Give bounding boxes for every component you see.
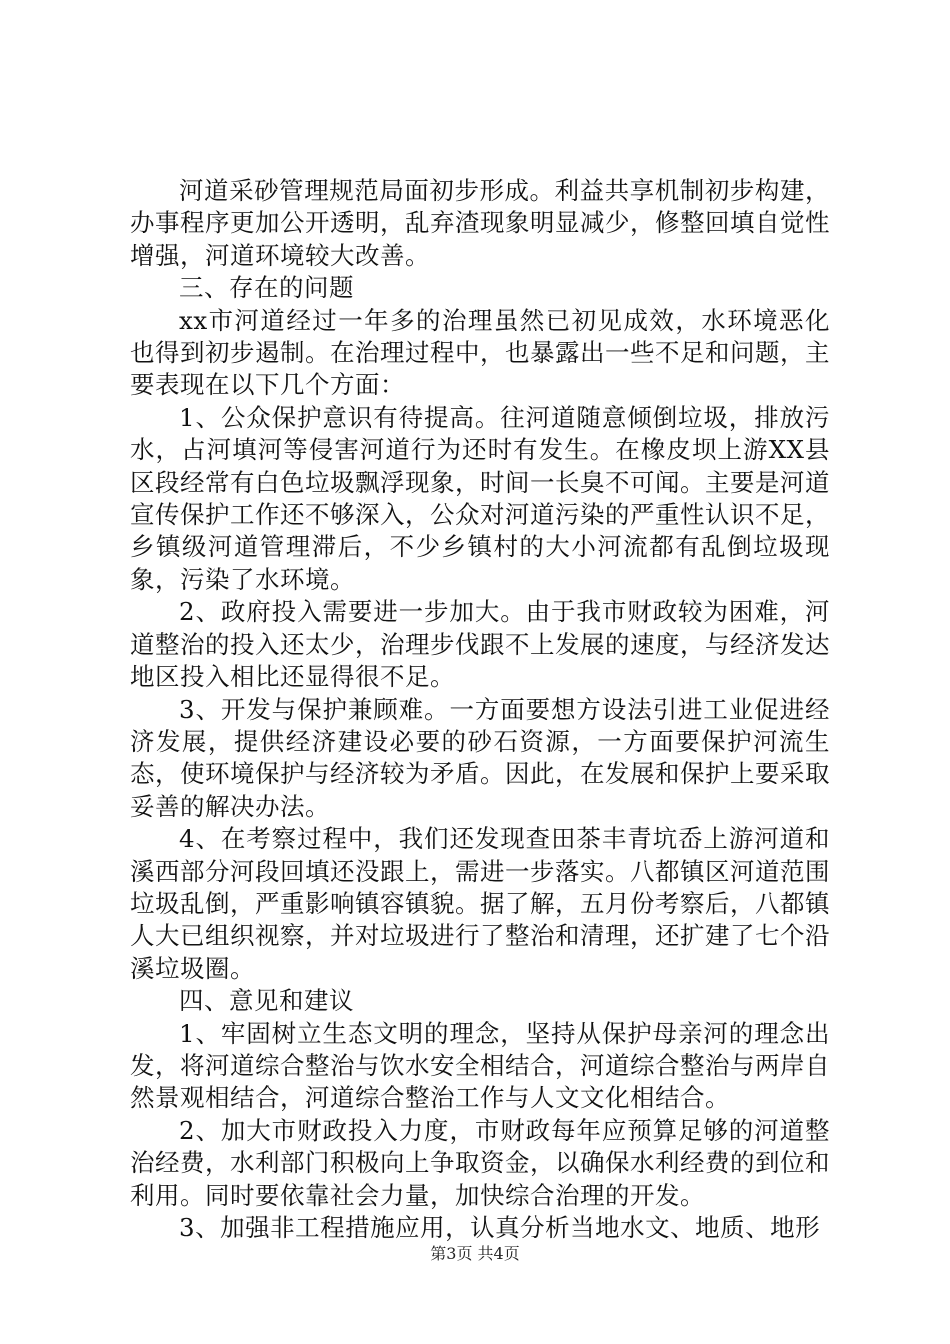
paragraph-sand-mining: 河道采砂管理规范局面初步形成。利益共享机制初步构建，办事程序更加公开透明，乱弃渣现象明显减少，修整回填自觉性增强，河道环境较大改善。 bbox=[130, 176, 830, 270]
paragraph-problems-intro: xx市河道经过一年多的治理虽然已初见成效，水环境恶化也得到初步遏制。在治理过程中，也暴露出一些不足和问题，主要表现在以下几个方面： bbox=[130, 305, 830, 400]
paragraph-suggestion-1: 1、牢固树立生态文明的理念，坚持从保护母亲河的理念出发，将河道综合整治与饮水安全相结合，河道综合整治与两岸自然景观相结合，河道综合整治工作与人文文化相结合。 bbox=[130, 1018, 830, 1113]
document-body bbox=[130, 175, 830, 1244]
page-footer: 第3页 共4页 bbox=[430, 1244, 520, 1263]
paragraph-suggestion-3: 3、加强非工程措施应用，认真分析当地水文、地质、地形 bbox=[179, 1213, 821, 1242]
paragraph-problem-1: 1、公众保护意识有待提高。往河道随意倾倒垃圾，排放污水，占河填河等侵害河道行为还时有发生。在橡皮坝上游XX县区段经常有白色垃圾飘浮现象，时间一长臭不可闻。主要是河道宣传保护工作还不够深入，公众对河道污染的严重性认识不足，乡镇级河道管理滞后，不少乡镇村的大小河流都有乱倒垃圾现象，污染了水环境。 bbox=[130, 402, 830, 594]
paragraph-problem-2: 2、政府投入需要进一步加大。由于我市财政较为困难，河道整治的投入还太少，治理步伐跟不上发展的速度，与经济发达地区投入相比还显得很不足。 bbox=[130, 597, 830, 692]
heading-problems: 三、存在的问题 bbox=[179, 273, 354, 303]
heading-suggestions: 四、意见和建议 bbox=[179, 986, 354, 1016]
paragraph-suggestion-2: 2、加大市财政投入力度，市财政每年应预算足够的河道整治经费，水利部门积极向上争取资金，以确保水利经费的到位和利用。同时要依靠社会力量，加快综合治理的开发。 bbox=[130, 1115, 830, 1210]
paragraph-problem-3: 3、开发与保护兼顾难。一方面要想方设法引进工业促进经济发展，提供经济建设必要的砂石资源，一方面要保护河流生态，使环境保护与经济较为矛盾。因此，在发展和保护上要采取妥善的解决办法。 bbox=[130, 694, 830, 821]
paragraph-problem-4: 4、在考察过程中，我们还发现查田茶丰青坑岙上游河道和溪西部分河段回填还没跟上，需进一步落实。八都镇区河道范围垃圾乱倒，严重影响镇容镇貌。据了解，五月份考察后，八都镇人大已组织视察，并对垃圾进行了整治和清理，还扩建了七个沿溪垃圾圈。 bbox=[130, 824, 830, 983]
